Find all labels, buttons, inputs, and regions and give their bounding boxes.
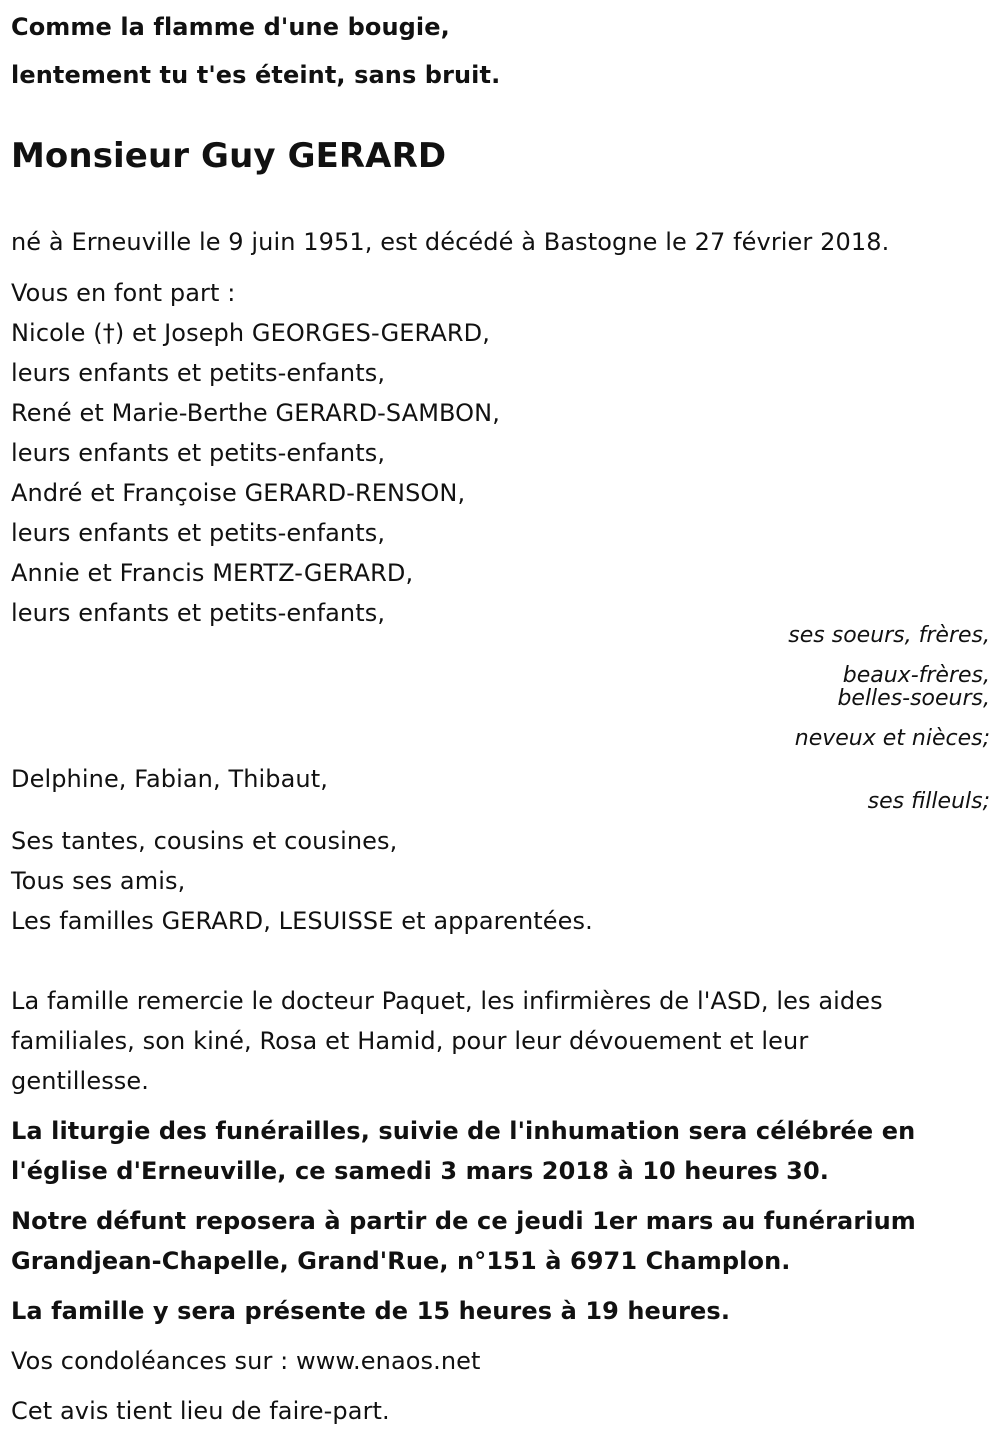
family-line: André et Françoise GERARD-RENSON,	[11, 479, 466, 507]
presence-line: La famille y sera présente de 15 heures à 19 heures.	[11, 1297, 731, 1325]
relation-siblings-line: ses soeurs, frères,	[788, 623, 990, 648]
closing-line: Cet avis tient lieu de faire-part.	[11, 1397, 390, 1425]
rest-line: Notre défunt reposera à partir de ce jeudi 1er mars au funérarium	[11, 1207, 916, 1235]
relation-siblings-line: neveux et nièces;	[794, 726, 990, 751]
family-line: leurs enfants et petits-enfants,	[11, 519, 386, 547]
liturgy-line: l'église d'Erneuville, ce samedi 3 mars 2018 à 10 heures 30.	[11, 1157, 829, 1185]
thanks-line: gentillesse.	[11, 1067, 149, 1095]
others-line: Les familles GERARD, LESUISSE et apparentées.	[11, 907, 593, 935]
thanks-line: familiales, son kiné, Rosa et Hamid, pour leur dévouement et leur	[11, 1027, 809, 1055]
liturgy-line: La liturgie des funérailles, suivie de l'inhumation sera célébrée en	[11, 1117, 916, 1145]
relation-siblings-line: beaux-frères,	[842, 663, 990, 688]
godchildren-line: Delphine, Fabian, Thibaut,	[11, 765, 328, 793]
family-line: leurs enfants et petits-enfants,	[11, 359, 386, 387]
deceased-name: Monsieur Guy GERARD	[11, 136, 447, 176]
family-line: Nicole (†) et Joseph GEORGES-GERARD,	[11, 319, 490, 347]
thanks-line: La famille remercie le docteur Paquet, les infirmières de l'ASD, les aides	[11, 987, 883, 1015]
others-line: Tous ses amis,	[11, 867, 186, 895]
family-line: leurs enfants et petits-enfants,	[11, 599, 386, 627]
birth-death-line: né à Erneuville le 9 juin 1951, est décédé à Bastogne le 27 février 2018.	[11, 228, 890, 256]
epitaph-line-1: Comme la flamme d'une bougie,	[11, 13, 450, 41]
condolences-line: Vos condoléances sur : www.enaos.net	[11, 1347, 481, 1375]
relation-godchildren: ses filleuls;	[867, 789, 990, 814]
rest-line: Grandjean-Chapelle, Grand'Rue, n°151 à 6971 Champlon.	[11, 1247, 791, 1275]
others-line: Ses tantes, cousins et cousines,	[11, 827, 398, 855]
family-line: René et Marie-Berthe GERARD-SAMBON,	[11, 399, 500, 427]
family-line: leurs enfants et petits-enfants,	[11, 439, 386, 467]
relation-siblings-line: belles-soeurs,	[837, 686, 990, 711]
announcement-intro: Vous en font part :	[11, 279, 236, 307]
epitaph-line-2: lentement tu t'es éteint, sans bruit.	[11, 61, 501, 89]
family-line: Annie et Francis MERTZ-GERARD,	[11, 559, 414, 587]
